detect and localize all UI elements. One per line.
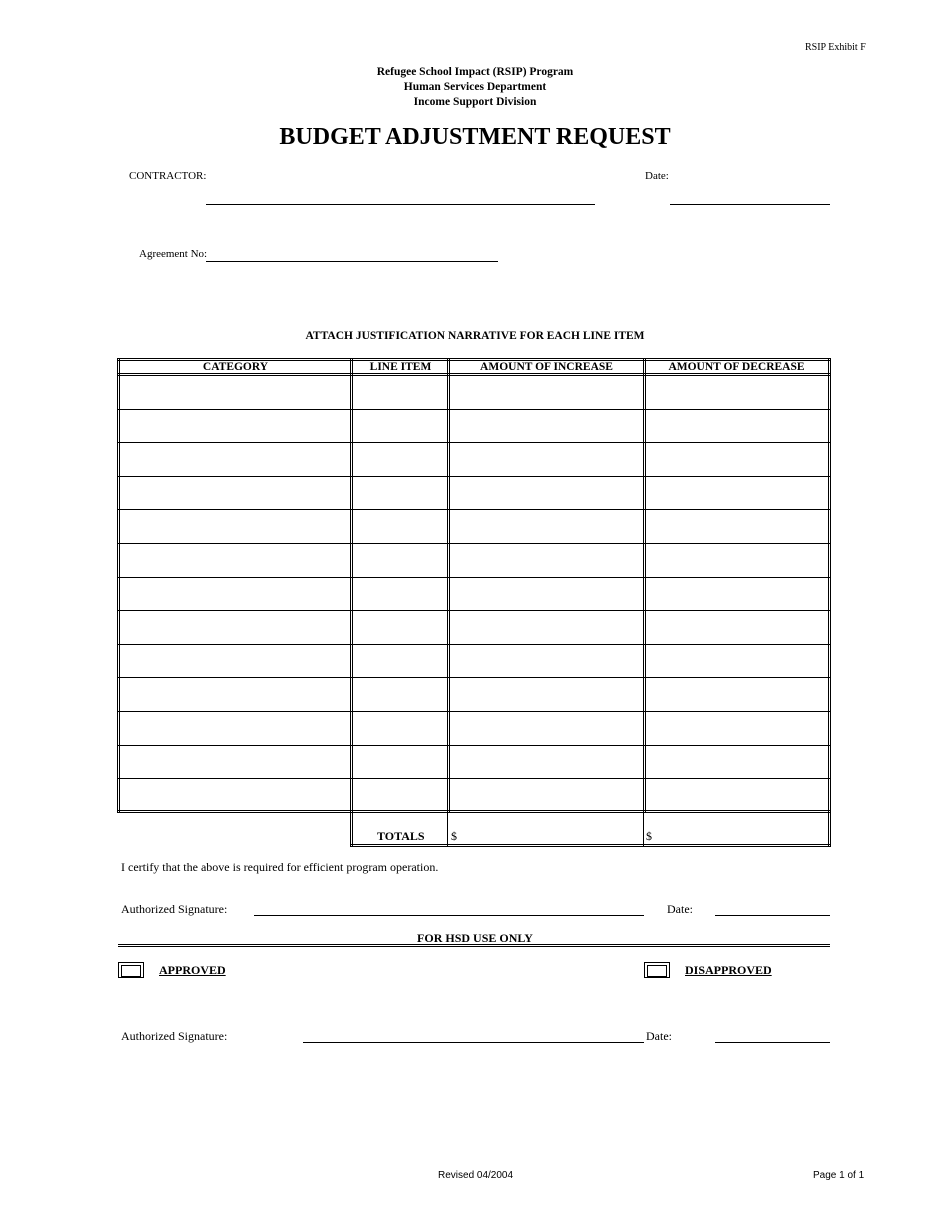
category-cell[interactable] — [120, 645, 350, 677]
totals-divider — [352, 812, 353, 846]
hsd-signature-label: Authorized Signature: — [121, 1029, 228, 1043]
contractor-signature-label: Authorized Signature: — [121, 902, 228, 916]
increase-cell[interactable] — [450, 712, 643, 744]
increase-cell[interactable] — [450, 611, 643, 643]
decrease-cell[interactable] — [645, 410, 828, 442]
decrease-cell[interactable] — [645, 645, 828, 677]
hsd-divider-bottom — [118, 946, 830, 947]
increase-cell[interactable] — [450, 410, 643, 442]
increase-cell[interactable] — [450, 779, 643, 811]
totals-divider — [828, 812, 829, 846]
increase-cell[interactable] — [450, 678, 643, 710]
line-item-cell[interactable] — [353, 578, 447, 610]
column-header-category: CATEGORY — [202, 361, 269, 373]
category-cell[interactable] — [120, 544, 350, 576]
line-item-cell[interactable] — [353, 443, 447, 475]
line-item-cell[interactable] — [353, 544, 447, 576]
category-cell[interactable] — [120, 779, 350, 811]
line-item-cell[interactable] — [353, 678, 447, 710]
date-label: Date: — [645, 170, 669, 182]
line-item-cell[interactable] — [353, 510, 447, 542]
header-divider — [117, 373, 831, 374]
column-divider — [447, 358, 448, 812]
signature-date-label: Date: — [667, 902, 693, 916]
contractor-field[interactable] — [206, 204, 595, 205]
hsd-date-field[interactable] — [715, 1042, 830, 1043]
increase-cell[interactable] — [450, 578, 643, 610]
line-item-cell[interactable] — [353, 477, 447, 509]
column-header-decrease: AMOUNT OF DECREASE — [668, 361, 805, 373]
line-item-cell[interactable] — [353, 746, 447, 778]
category-cell[interactable] — [120, 376, 350, 408]
contractor-signature-field[interactable] — [254, 915, 644, 916]
increase-cell[interactable] — [450, 645, 643, 677]
totals-border-bottom-inner — [350, 846, 831, 847]
column-divider — [350, 358, 351, 812]
category-cell[interactable] — [120, 510, 350, 542]
decrease-total-symbol: $ — [646, 829, 652, 843]
category-cell[interactable] — [120, 746, 350, 778]
department-name: Human Services Department — [403, 81, 547, 93]
certification-statement: I certify that the above is required for efficient program operation. — [121, 860, 439, 874]
exhibit-label: RSIP Exhibit F — [805, 42, 866, 53]
increase-cell[interactable] — [450, 544, 643, 576]
increase-total-symbol: $ — [451, 829, 457, 843]
totals-divider — [350, 812, 351, 846]
approved-checkbox[interactable] — [118, 962, 144, 978]
decrease-cell[interactable] — [645, 510, 828, 542]
decrease-cell[interactable] — [645, 443, 828, 475]
line-item-cell[interactable] — [353, 712, 447, 744]
decrease-cell[interactable] — [645, 477, 828, 509]
category-cell[interactable] — [120, 678, 350, 710]
increase-cell[interactable] — [450, 510, 643, 542]
decrease-cell[interactable] — [645, 611, 828, 643]
category-cell[interactable] — [120, 712, 350, 744]
decrease-cell[interactable] — [645, 779, 828, 811]
increase-cell[interactable] — [450, 746, 643, 778]
table-border-bottom-inner — [117, 812, 831, 813]
decrease-cell[interactable] — [645, 746, 828, 778]
table-border-top — [117, 358, 831, 359]
table-border-top-inner — [117, 360, 831, 361]
totals-divider — [447, 812, 448, 846]
hsd-divider-top — [118, 944, 830, 945]
decrease-cell[interactable] — [645, 578, 828, 610]
table-border-left — [117, 358, 118, 812]
attach-note: ATTACH JUSTIFICATION NARRATIVE FOR EACH LINE ITEM — [305, 330, 645, 342]
table-border-right — [830, 358, 831, 812]
agreement-field[interactable] — [206, 261, 498, 262]
decrease-cell[interactable] — [645, 376, 828, 408]
category-cell[interactable] — [120, 477, 350, 509]
category-cell[interactable] — [120, 443, 350, 475]
hsd-use-heading: FOR HSD USE ONLY — [417, 931, 533, 945]
decrease-cell[interactable] — [645, 544, 828, 576]
line-item-cell[interactable] — [353, 611, 447, 643]
totals-divider — [830, 812, 831, 846]
line-item-cell[interactable] — [353, 779, 447, 811]
date-field[interactable] — [670, 204, 830, 205]
revision-note: Revised 04/2004 — [438, 1170, 514, 1181]
column-header-line-item: LINE ITEM — [369, 361, 432, 373]
agreement-label: Agreement No: — [139, 248, 208, 260]
decrease-cell[interactable] — [645, 678, 828, 710]
totals-border-bottom — [350, 844, 831, 845]
category-cell[interactable] — [120, 578, 350, 610]
totals-divider — [643, 812, 644, 846]
category-cell[interactable] — [120, 611, 350, 643]
division-name: Income Support Division — [413, 96, 537, 108]
increase-cell[interactable] — [450, 376, 643, 408]
disapproved-label: DISAPPROVED — [685, 963, 772, 977]
increase-cell[interactable] — [450, 477, 643, 509]
category-cell[interactable] — [120, 410, 350, 442]
line-item-cell[interactable] — [353, 376, 447, 408]
page-title: BUDGET ADJUSTMENT REQUEST — [279, 124, 671, 150]
line-item-cell[interactable] — [353, 410, 447, 442]
signature-date-field[interactable] — [715, 915, 830, 916]
table-border-right-inner — [828, 358, 829, 812]
page-number: Page 1 of 1 — [813, 1170, 865, 1181]
approved-label: APPROVED — [159, 963, 226, 977]
hsd-date-label: Date: — [646, 1029, 672, 1043]
hsd-signature-field[interactable] — [303, 1042, 644, 1043]
line-item-cell[interactable] — [353, 645, 447, 677]
decrease-cell[interactable] — [645, 712, 828, 744]
totals-label: TOTALS — [377, 829, 425, 843]
contractor-label: CONTRACTOR: — [129, 170, 207, 182]
program-name: Refugee School Impact (RSIP) Program — [376, 66, 574, 78]
column-header-increase: AMOUNT OF INCREASE — [480, 361, 613, 373]
increase-cell[interactable] — [450, 443, 643, 475]
disapproved-checkbox[interactable] — [644, 962, 670, 978]
column-divider — [643, 358, 644, 812]
